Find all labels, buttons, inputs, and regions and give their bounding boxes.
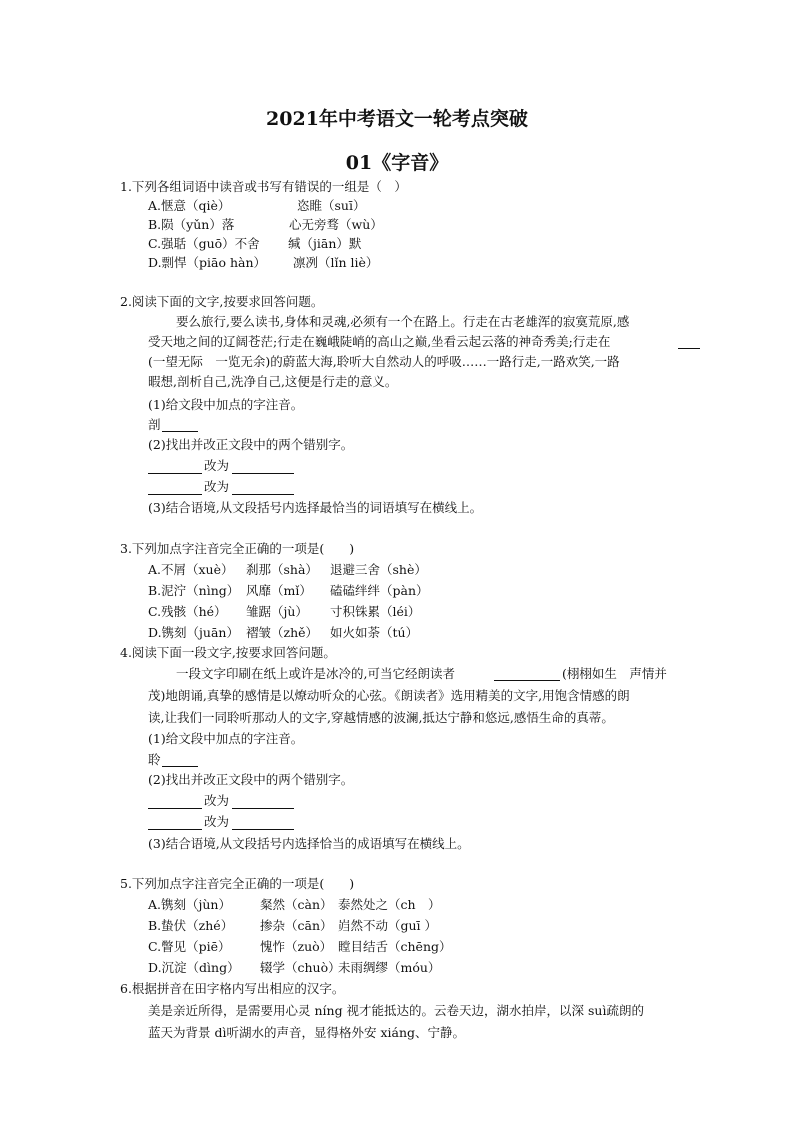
q1-option-a: A.惬意（qiè）: [148, 198, 231, 213]
q4-sub3: (3)结合语境,从文段括号内选择恰当的成语填写在横线上。: [148, 836, 470, 851]
q2-char: 剖: [148, 417, 161, 432]
q5-option-d-item2: 辍学（chuò）: [260, 960, 341, 975]
q4-para-line: 一段文字印刷在纸上或许是冰冷的,可当它经朗读者: [176, 666, 455, 681]
q1-option-d: D.剽悍（piāo hàn）: [148, 255, 267, 270]
q1-option-c: C.强聒（guō）不舍: [148, 236, 260, 251]
q6-stem: 6.根据拼音在田字格内写出相应的汉字。: [120, 981, 345, 996]
q5-option-c-item3: 瞠目结舌（chēng）: [338, 939, 452, 954]
page-subtitle: 01《字音》: [345, 152, 449, 174]
q5-option-b: B.蛰伏（zhé）: [148, 918, 234, 933]
q2-wrong-char-blank[interactable]: [148, 482, 202, 495]
q2-para-line: (一望无际 一览无余)的蔚蓝大海,聆听大自然动人的呼吸……一路行走,一路欢笑,一路: [148, 354, 620, 369]
q4-correct-char-blank[interactable]: [232, 817, 294, 830]
q5-option-a-item3: 泰然处之（ch ）: [338, 897, 441, 912]
q2-change-label: 改为: [204, 479, 230, 494]
q6-line: 美是亲近所得，是需要用心灵 níng 视才能抵达的。云卷天边，湖水拍岸，以深 suì疏朗的: [148, 1003, 644, 1018]
q4-change-label: 改为: [204, 814, 230, 829]
q3-option-b-item2: 风靡（mǐ）: [246, 583, 312, 598]
q4-char: 聆: [148, 752, 161, 767]
q3-option-b-item3: 磕磕绊绊（pàn）: [330, 583, 429, 598]
q5-option-d: D.沉淀（dìng）: [148, 960, 240, 975]
q2-para-line: 要么旅行,要么读书,身体和灵魂,必须有一个在路上。行走在古老雄浑的寂寞荒原,感: [176, 314, 630, 329]
q5-option-b-item2: 掺杂（cān）: [260, 918, 333, 933]
q3-option-c: C.残骸（hé）: [148, 604, 227, 619]
q4-para-line: 读,让我们一同聆听那动人的文字,穿越情感的波澜,抵达宁静和悠远,感悟生命的真蒂。: [148, 710, 614, 725]
q4-sub2: (2)找出并改正文段中的两个错别字。: [148, 772, 354, 787]
page-title: 2021年中考语文一轮考点突破: [266, 108, 528, 130]
q2-correct-char-blank[interactable]: [232, 482, 294, 495]
q4-pinyin-blank[interactable]: [162, 754, 198, 767]
q3-option-c-item2: 雏踞（jù）: [246, 604, 308, 619]
q1-stem: 1.下列各组词语中读音或书写有错误的一组是（ ）: [120, 179, 407, 194]
q5-option-c: C.瞥见（piē）: [148, 939, 231, 954]
q4-wrong-char-blank[interactable]: [148, 817, 202, 830]
q3-option-c-item3: 寸积铢累（léi）: [330, 604, 421, 619]
q4-sub1: (1)给文段中加点的字注音。: [148, 731, 304, 746]
q2-sub2: (2)找出并改正文段中的两个错别字。: [148, 437, 354, 452]
q1-option-c-item2: 缄（jiān）默: [288, 236, 362, 251]
q2-pinyin-blank[interactable]: [162, 419, 198, 432]
q3-option-a-item2: 刹那（shà）: [246, 562, 318, 577]
q3-option-b: B.泥泞（nìng）: [148, 583, 240, 598]
q4-blank-fill[interactable]: [494, 668, 560, 681]
q3-option-a-item3: 退避三舍（shè）: [330, 562, 427, 577]
q3-option-a: A.不屑（xuè）: [148, 562, 234, 577]
q1-option-b: B.陨（yǔn）落: [148, 217, 235, 232]
q4-change-label: 改为: [204, 793, 230, 808]
q2-sub3: (3)结合语境,从文段括号内选择最恰当的词语填写在横线上。: [148, 500, 483, 515]
q5-stem: 5.下列加点字注音完全正确的一项是( ): [120, 876, 355, 891]
q2-para-line: 受天地之间的辽阔苍茫;行走在巍峨陡峭的高山之巅,坐看云起云落的神奇秀美;行走在: [148, 334, 611, 349]
q3-stem: 3.下列加点字注音完全正确的一项是( ): [120, 541, 355, 556]
q5-option-d-item3: 未雨绸缪（móu）: [338, 960, 441, 975]
q3-option-d-item3: 如火如荼（tú）: [330, 625, 419, 640]
q2-blank-fill[interactable]: [678, 336, 700, 349]
q2-sub1: (1)给文段中加点的字注音。: [148, 397, 304, 412]
q2-wrong-char-blank[interactable]: [148, 461, 202, 474]
q5-option-c-item2: 愧怍（zuò）: [260, 939, 333, 954]
q1-option-a-item2: 恣睢（suī）: [297, 198, 366, 213]
q2-correct-char-blank[interactable]: [232, 461, 294, 474]
q4-stem: 4.阅读下面一段文字,按要求回答问题。: [120, 645, 336, 660]
q4-wrong-char-blank[interactable]: [148, 796, 202, 809]
q6-line: 蓝天为背景 dì听湖水的声音，显得格外安 xiáng、宁静。: [148, 1025, 465, 1040]
q3-option-d: D.镌刻（juān）: [148, 625, 239, 640]
q4-para-line: 茂)地朗诵,真挚的感情是以燎动听众的心弦。《朗读者》选用精美的文字,用饱含情感的朗: [148, 688, 630, 703]
q4-correct-char-blank[interactable]: [232, 796, 294, 809]
q1-option-b-item2: 心无旁骛（wù）: [289, 217, 383, 232]
q2-stem: 2.阅读下面的文字,按要求回答问题。: [120, 294, 324, 309]
q2-change-label: 改为: [204, 458, 230, 473]
q5-option-a: A.镌刻（jùn）: [148, 897, 231, 912]
q3-option-d-item2: 褶皱（zhě）: [246, 625, 319, 640]
q5-option-b-item3: 岿然不动（guī ）: [338, 918, 438, 933]
q1-option-d-item2: 凛冽（lǐn liè）: [293, 255, 379, 270]
q2-para-line: 暇想,剖析自己,洗净自己,这便是行走的意义。: [148, 374, 398, 389]
q5-option-a-item2: 粲然（càn）: [260, 897, 333, 912]
q4-para-line-cont: (栩栩如生 声情并: [562, 666, 667, 681]
